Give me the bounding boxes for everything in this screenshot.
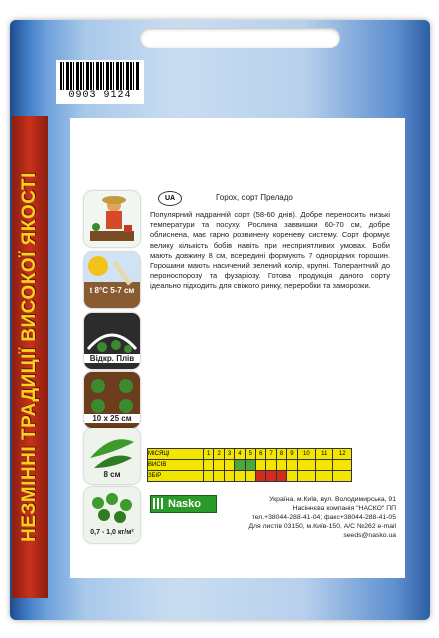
address-line-1: Україна, м.Київ, вул. Володимирська, 91 xyxy=(269,496,396,503)
temperature-icon xyxy=(84,252,140,308)
company-address xyxy=(196,495,396,540)
hanger-hole xyxy=(140,28,340,48)
calendar-cell xyxy=(256,471,266,482)
calendar-row xyxy=(148,460,352,471)
calendar-cell xyxy=(224,460,234,471)
calendar-cell xyxy=(266,460,276,471)
calendar-month-cell: 4 xyxy=(235,449,245,460)
gardener-icon xyxy=(84,191,140,247)
address-line-3: тел.+38044-288-41-04; факс+38044-288-41-05 xyxy=(251,514,396,521)
calendar-cell xyxy=(214,460,224,471)
barcode xyxy=(56,60,144,104)
calendar-cell xyxy=(297,460,315,471)
spacing-label: 10 x 25 см xyxy=(84,414,140,423)
calendar-header-row xyxy=(148,449,352,460)
calendar-months-label: МІСЯЦІ xyxy=(148,449,204,460)
address-line-4: Для листів 03150, м.Київ-150, А/С №262 e-mail seeds@nasko.ua xyxy=(248,523,396,539)
calendar-month-cell: 12 xyxy=(333,449,352,460)
calendar-cell xyxy=(287,471,297,482)
calendar-cell xyxy=(214,471,224,482)
calendar-cell xyxy=(287,460,297,471)
spacing-icon xyxy=(84,372,140,428)
planting-calendar xyxy=(147,448,352,482)
barcode-number: 0903 9124 xyxy=(68,90,132,101)
product-description: Популярний надранній сорт (58-60 днів). Добре переносить низькі температури та посуху. Рослина заввишки 60-70 см, добре облиснена, має гарно розвинену кореневу систему. Сорт формує велику кількість бобів навіть при несприятливих умовах. Боби мають довжину 8 см, всередині формують 7 однорідних горошин. Горошини мають насичений зелений колір, крупні. Толерантний до пероноспорозу та фузаріозу. Готова продукція даного сорту ідеально підходить для свіжого ринку, переробки та заморозки. xyxy=(150,210,390,291)
calendar-month-cell: 8 xyxy=(276,449,286,460)
yield-icon xyxy=(84,487,140,543)
calendar-cell xyxy=(297,471,315,482)
calendar-row-label: ЗБІР xyxy=(148,471,204,482)
calendar-cell xyxy=(276,460,286,471)
open-film-icon xyxy=(84,313,140,369)
slogan-text: НЕЗМІННІ ТРАДИЦІЇ ВИСОКОЇ ЯКОСТІ xyxy=(19,172,40,542)
logo-text: Nasko xyxy=(168,498,202,510)
calendar-month-cell: 5 xyxy=(245,449,255,460)
product-title: Горох, сорт Преладо xyxy=(216,193,293,202)
calendar-cell xyxy=(266,471,276,482)
temperature-label: t 8°C 5-7 см xyxy=(89,286,135,295)
calendar-cell xyxy=(333,471,352,482)
calendar-cell xyxy=(224,471,234,482)
pod-icon xyxy=(84,428,140,484)
open-film-label: Відкр. Плів xyxy=(84,354,140,363)
calendar-cell xyxy=(204,460,214,471)
calendar-cell xyxy=(333,460,352,471)
calendar-cell xyxy=(245,460,255,471)
calendar-month-cell: 11 xyxy=(316,449,333,460)
calendar-month-cell: 1 xyxy=(204,449,214,460)
calendar-month-cell: 10 xyxy=(297,449,315,460)
calendar-month-cell: 9 xyxy=(287,449,297,460)
barcode-bars xyxy=(60,62,140,90)
calendar-cell xyxy=(256,460,266,471)
calendar-cell xyxy=(245,471,255,482)
calendar-cell xyxy=(316,460,333,471)
calendar-row xyxy=(148,471,352,482)
calendar-month-cell: 7 xyxy=(266,449,276,460)
language-badge: UA xyxy=(158,191,182,206)
pod-label: 8 см xyxy=(103,470,121,479)
calendar-cell xyxy=(204,471,214,482)
calendar-cell xyxy=(235,471,245,482)
calendar-month-cell: 2 xyxy=(214,449,224,460)
yield-label: 0,7 - 1,0 кг/м² xyxy=(90,529,134,536)
calendar-cell xyxy=(276,471,286,482)
calendar-month-cell: 3 xyxy=(224,449,234,460)
calendar-month-cell: 6 xyxy=(256,449,266,460)
logo-mark-icon xyxy=(153,498,164,509)
calendar-row-label: ВИСІВ xyxy=(148,460,204,471)
calendar-cell xyxy=(316,471,333,482)
calendar-cell xyxy=(235,460,245,471)
address-line-2: Насіннєва компанія "НАСКО" ПП xyxy=(292,505,396,512)
